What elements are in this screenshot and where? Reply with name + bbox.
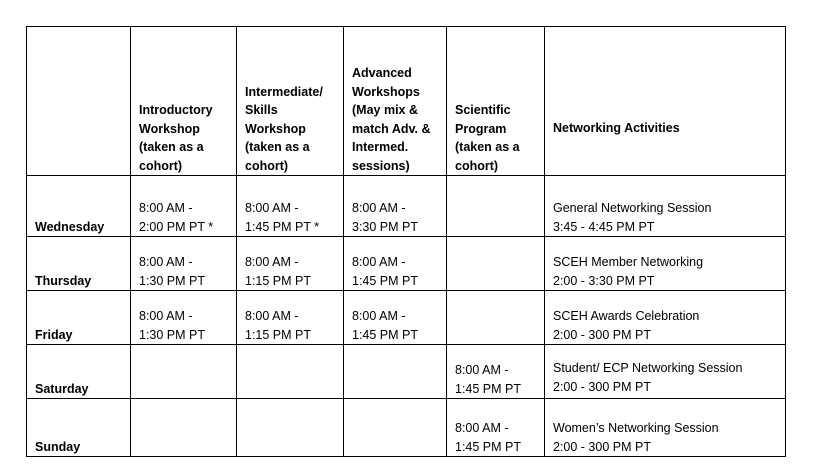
intermediate-cell [237,176,344,237]
advanced-cell [344,291,447,345]
networking-cell [545,176,786,237]
header-line: Workshops [352,84,420,99]
cell-line: 8:00 AM - [352,255,406,269]
cell-line: 8:00 AM - [352,201,406,215]
cell-line: 1:30 PM PT [139,327,205,342]
cell-line: 8:00 AM - [139,255,193,269]
cell-line: 8:00 AM - [139,201,193,215]
cell-line: 2:00 - 300 PM PT [553,327,651,342]
cell-line: 8:00 AM - [352,309,406,323]
day-label: Friday [27,291,131,345]
scientific-cell [447,345,545,399]
cell-line: 8:00 AM - [455,421,509,435]
scientific-cell [447,176,545,237]
cell-line: 8:00 AM - [245,309,299,323]
advanced-cell [344,237,447,291]
header-cell-introductory [131,27,237,176]
advanced-cell [344,345,447,399]
table-row [27,176,786,237]
header-line: Skills [245,103,278,117]
introductory-cell [131,399,237,457]
header-line: (taken as a [139,140,204,154]
table-row [27,291,786,345]
cell-line: 1:15 PM PT [245,327,311,342]
scientific-cell [447,291,545,345]
header-line: Scientific [455,103,511,117]
day-label: Saturday [27,345,131,399]
cell-line: 1:45 PM PT [352,273,418,288]
networking-cell [545,399,786,457]
header-cell-intermediate [237,27,344,176]
cell-line: 3:30 PM PT [352,219,418,234]
cell-line: 3:45 - 4:45 PM PT [553,219,655,234]
table-row [27,345,786,399]
cell-line: 2:00 - 3:30 PM PT [553,273,655,288]
cell-line: 1:45 PM PT [352,327,418,342]
cell-line: 8:00 AM - [139,309,193,323]
introductory-cell [131,345,237,399]
header-cell-networking [545,27,786,176]
table-row [27,399,786,457]
intermediate-cell [237,291,344,345]
cell-line: 2:00 PM PT * [139,219,214,234]
intermediate-cell [237,399,344,457]
header-line: Workshop [245,121,306,136]
cell-line: 8:00 AM - [245,255,299,269]
introductory-cell [131,291,237,345]
cell-line: SCEH Awards Celebration [553,309,700,323]
header-line: Intermed. [352,140,409,154]
intermediate-cell [237,237,344,291]
day-label: Wednesday [27,176,131,237]
header-cell-day [27,27,131,176]
introductory-cell [131,176,237,237]
cell-line: 1:30 PM PT [139,273,205,288]
cell-line: 1:45 PM PT * [245,219,320,234]
cell-line: Women’s Networking Session [553,421,719,435]
networking-cell [545,291,786,345]
header-line: Intermediate/ [245,84,323,99]
header-line: Program [455,121,507,136]
header-line: match Adv. & [352,121,431,136]
header-line: (taken as a [455,140,520,154]
header-line: cohort) [455,158,499,173]
header-cell-advanced [344,27,447,176]
cell-line: SCEH Member Networking [553,255,704,269]
schedule-table [26,26,786,457]
advanced-cell [344,399,447,457]
cell-line: 8:00 AM - [245,201,299,215]
introductory-cell [131,237,237,291]
advanced-cell [344,176,447,237]
header-row [27,27,786,176]
cell-line: General Networking Session [553,201,712,215]
cell-line: 2:00 - 300 PM PT [553,439,651,454]
cell-line: 1:15 PM PT [245,273,311,288]
cell-line: Student/ ECP Networking Session [553,361,743,375]
cell-line: 1:45 PM PT [455,439,521,454]
cell-line: 8:00 AM - [455,363,509,377]
cell-line: 1:45 PM PT [455,381,521,396]
cell-line: 2:00 - 300 PM PT [553,379,651,394]
header-line: Workshop [139,121,200,136]
header-line: (May mix & [352,103,418,117]
table-row [27,237,786,291]
intermediate-cell [237,345,344,399]
day-label: Thursday [27,237,131,291]
networking-cell [545,237,786,291]
networking-cell [545,345,786,399]
header-line: sessions) [352,158,410,173]
header-line: cohort) [245,158,289,173]
header-line: Networking Activities [553,120,680,135]
header-line: cohort) [139,158,183,173]
header-line: Introductory [139,103,213,117]
day-label: Sunday [27,399,131,457]
scientific-cell [447,399,545,457]
scientific-cell [447,237,545,291]
header-line: (taken as a [245,140,310,154]
header-cell-scientific [447,27,545,176]
header-line: Advanced [352,66,412,80]
